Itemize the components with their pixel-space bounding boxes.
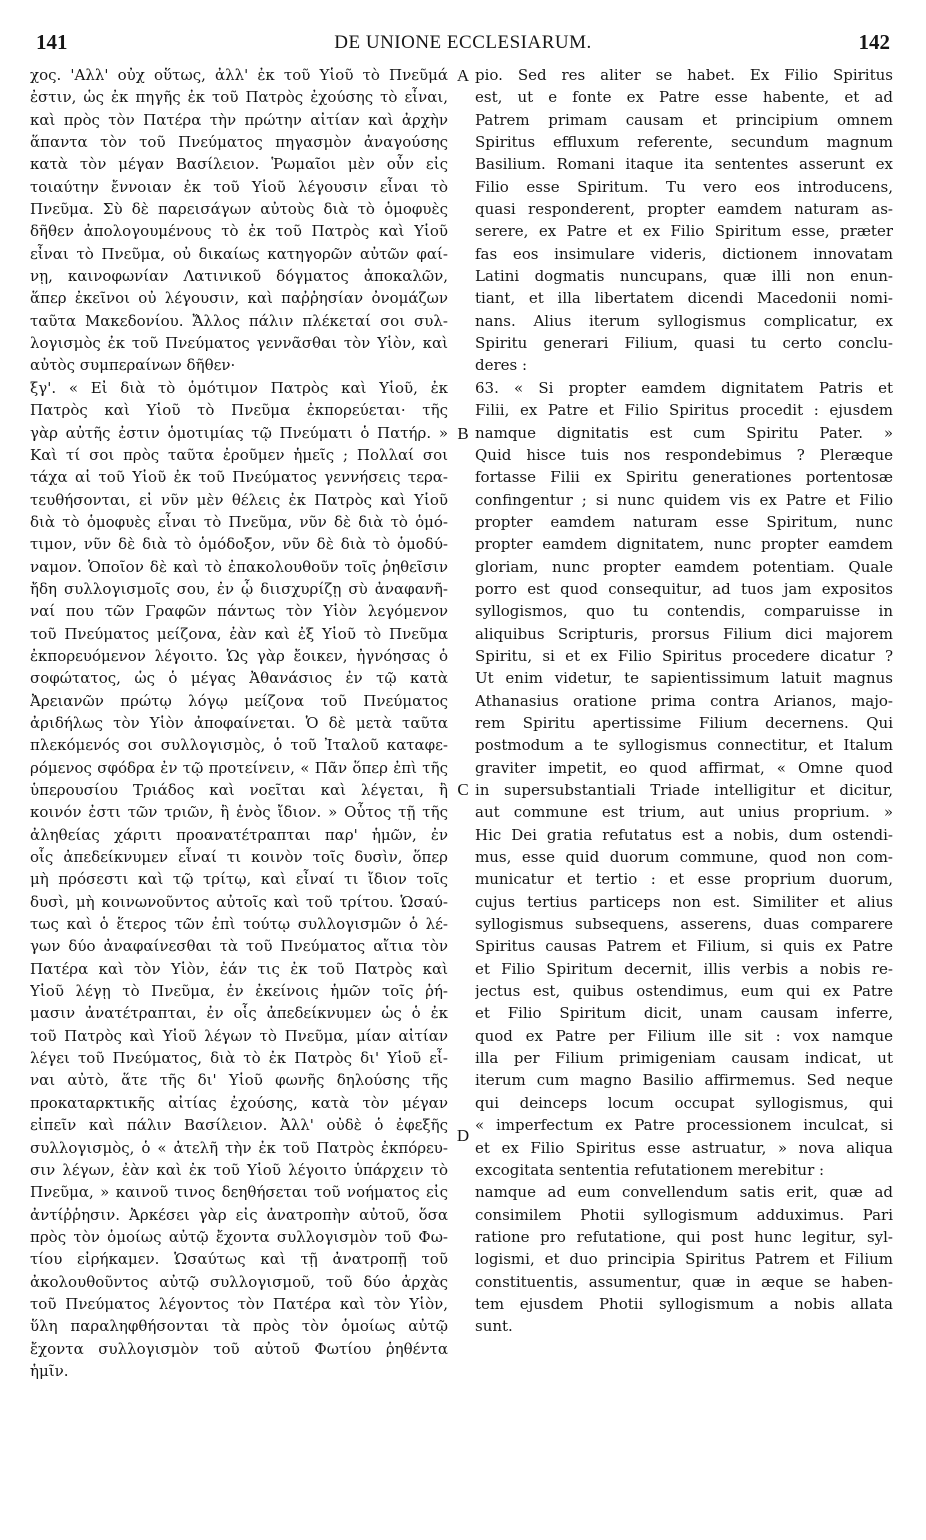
latin-text-line: namque ad eum convellendum satis erit, quæ ad — [475, 1183, 893, 1202]
latin-text-line: serere, ex Patre et ex Filio Spiritum esse, præter — [475, 222, 893, 241]
latin-text-line: logismi, et duo principia Spiritus Patrem et Filium — [475, 1250, 893, 1269]
latin-text-line: jectus est, quibus ostendimus, eum qui ex Patre — [475, 982, 893, 1001]
latin-text-line: confingentur ; si nunc quidem vis ex Patre et Filio — [475, 490, 893, 509]
greek-text-line: νῃ, καινοφωνίαν Λατινικοῦ δόγματος ἀποκαλῶν, — [30, 267, 448, 286]
latin-text-line: fas eos insimulare videris, dictionem innovatam — [475, 244, 893, 263]
greek-text-line: δυσὶ, μὴ κοινωνοῦντος αὐτοῖς καὶ τοῦ τρίτου. Ὡσαύ- — [30, 892, 448, 911]
latin-text-line: porro est quod consequitur, ad tuos jam expositos — [475, 579, 893, 598]
greek-text-line: λογισμὸς ἐκ τοῦ Πνεύματος γεννᾶσθαι τὸν Υἱὸν, καὶ — [30, 334, 448, 353]
greek-text-line: ἅπαντα τὸν τοῦ Πνεύματος πηγασμὸν ἀναγούσης — [30, 133, 448, 152]
greek-text-line: Πνεῦμα. Σὺ δὲ παρεισάγων αὐτοὺς διὰ τὸ ὁμοφυὲς — [30, 200, 448, 219]
latin-text-line: rem Spiritu apertissime Filium decernens. Qui — [475, 713, 893, 732]
greek-text-line: εἶναι τὸ Πνεῦμα, οὐ δικαίως κατηγορῶν αὐτῶν φαί- — [30, 244, 448, 263]
greek-text-line: καὶ πρὸς τὸν Πατέρα τὴν πρώτην αἰτίαν καὶ ἀρχὴν — [30, 110, 448, 129]
greek-text-line: ὕλη παραληφθήσονται τὰ πρὸς τὸν ὁμοίως αὐτῷ — [30, 1317, 448, 1336]
latin-text-line: municatur et tertio : et esse proprium duorum, — [475, 870, 893, 889]
greek-text-line: τοῦ Πνεύματος λέγοντος τὸν Πατέρα καὶ τὸν Υἱὸν, — [30, 1294, 448, 1313]
section-marker-b: B — [457, 424, 469, 443]
latin-text-line: Spiritu generari Filium, quasi tu certo conclu- — [475, 334, 893, 353]
latin-text-line: quasi responderent, propter eamdem naturam as- — [475, 200, 893, 219]
latin-text-line: sunt. — [475, 1317, 513, 1336]
latin-text-line: et Filio Spiritum dicit, unam causam inferre, — [475, 1004, 893, 1023]
latin-text-line: gloriam, nunc propter eamdem potentiam. Quale — [475, 557, 893, 576]
greek-text-line: γὰρ αὐτῆς ἐστιν ὁμοτιμίας τῷ Πνεύματι ὁ Πατήρ. » — [30, 423, 448, 442]
greek-text-line: ταῦτα Μακεδονίου. Ἄλλος πάλιν πλέκεταί σοι συλ- — [30, 311, 448, 330]
latin-text-line: namque dignitatis est cum Spiritu Pater. » — [475, 423, 893, 442]
latin-text-line: aliquibus Scripturis, prorsus Filium dici majorem — [475, 624, 893, 643]
latin-text-line: qui deinceps locum occupat syllogismus, qui — [475, 1093, 893, 1112]
greek-text-line: ἅπερ ἐκεῖνοι οὐ λέγουσιν, καὶ παῤῥησίαν ὀνομάζων — [30, 289, 448, 308]
greek-text-line: ἀκολουθοῦντος αὐτῷ συλλογισμοῦ, τοῦ δύο ἀρχὰς — [30, 1272, 448, 1291]
greek-text-line: Ἀρειανῶν πρώτῳ λόγῳ μείζονα τοῦ Πνεύματος — [30, 691, 448, 710]
latin-text-line: Ut enim videtur, te sapientissimum latuit magnus — [475, 669, 893, 688]
latin-text-line: pio. Sed res aliter se habet. Ex Filio Spiritus — [475, 66, 893, 84]
greek-text-line: ἐστιν, ὡς ἐκ πηγῆς ἐκ τοῦ Πατρὸς ἐχούσης τὸ εἶναι, — [30, 88, 448, 107]
latin-text-line: aut commune est trium, aut unius proprium. » — [475, 803, 893, 822]
latin-text-line: iterum cum magno Basilio affirmemus. Sed neque — [475, 1071, 893, 1090]
latin-text-line: consimilem Photii syllogismum adduximus. Pari — [475, 1205, 893, 1224]
greek-text-line: δῆθεν ἀπολογουμένους τὸ ἐκ τοῦ Πατρὸς καὶ Υἱοῦ — [30, 222, 448, 241]
latin-text-line: propter eamdem naturam esse Spiritum, nunc — [475, 512, 893, 531]
latin-text-line: propter eamdem dignitatem, nunc propter eamdem — [475, 535, 893, 554]
greek-text-line: προκαταρκτικῆς αἰτίας ἐχούσης, κατὰ τὸν μέγαν — [30, 1093, 448, 1112]
greek-text-line: κοινόν ἐστι τῶν τριῶν, ἢ ἑνὸς ἴδιον. » Οὗτος τῇ τῆς — [30, 803, 448, 822]
running-header — [36, 30, 890, 64]
latin-text-line: cujus tertius particeps non est. Similiter et alius — [475, 892, 893, 911]
greek-text-line: οἷς ἀπεδείκνυμεν εἶναί τι κοινὸν τοῖς δυσὶν, ὅπερ — [30, 848, 448, 867]
greek-text-line: χος. 'Αλλ' οὐχ οὕτως, ἀλλ' ἐκ τοῦ Υἱοῦ τὸ Πνεῦμά — [30, 66, 448, 84]
latin-text-line: tem ejusdem Photii syllogismum a nobis allata — [475, 1294, 893, 1313]
latin-text-line: in supersubstantiali Triade intelligitur et dicitur, — [475, 781, 893, 799]
greek-text-line: ναμον. Ὁποῖον δὲ καὶ τὸ ἐπακολουθοῦν τοῖς ῥηθεῖσιν — [30, 557, 448, 576]
latin-text-line: ratione pro refutatione, qui post hunc legitur, syl- — [475, 1227, 893, 1246]
greek-text-line: ρόμενος σφόδρα ἐν τῷ προτείνειν, « Πᾶν ὅπερ ἐπὶ τῆς — [30, 758, 448, 777]
greek-text-line: ἀληθείας χάριτι προανατέτραπται παρ' ἡμῶν, ἐν — [30, 825, 448, 844]
latin-text-line: Spiritus causas Patrem et Filium, si quis ex Patre — [475, 937, 893, 956]
greek-text-line: τάχα αἱ τοῦ Υἱοῦ ἐκ τοῦ Πνεύματος γεννήσεις τερα- — [30, 468, 448, 487]
greek-text-line: Πατέρα καὶ τὸν Υἱὸν, ἐάν τις ἐκ τοῦ Πατρὸς καὶ — [30, 959, 448, 978]
greek-text-line: αὐτὸς συμπεραίνων δῆθεν· — [30, 356, 236, 375]
greek-text-line: τοιαύτην ἔννοιαν ἐκ τοῦ Υἱοῦ λέγουσιν εἶναι τὸ — [30, 177, 448, 196]
latin-text-line: Basilium. Romani itaque ita sententes asserunt ex — [475, 155, 893, 174]
section-marker-a: A — [456, 66, 470, 85]
latin-text-line: Hic Dei gratia refutatus est a nobis, dum ostendi- — [475, 825, 893, 844]
latin-text-line: et ex Filio Spiritus esse astruatur, » nova aliqua — [475, 1138, 893, 1157]
greek-text-line: τοῦ Πατρὸς καὶ Υἱοῦ λέγων τὸ Πνεῦμα, μίαν αἰτίαν — [30, 1026, 448, 1045]
greek-text-line: ξγ'. « Εἰ διὰ τὸ ὁμότιμον Πατρὸς καὶ Υἱοῦ, ἐκ — [30, 378, 448, 397]
greek-text-line: τιμον, νῦν δὲ διὰ τὸ ὁμόδοξον, νῦν δὲ διὰ τὸ ὁμοδύ- — [30, 535, 448, 554]
greek-text-line: ναί που τῶν Γραφῶν πάντως τὸν Υἱὸν λεγόμενον — [30, 602, 448, 621]
greek-text-line: τευθήσονται, εἰ νῦν μὲν θέλεις ἐκ Πατρὸς καὶ Υἱοῦ — [30, 490, 448, 509]
latin-text-line: Patrem primam causam et principium omnem — [475, 110, 893, 129]
greek-text-line: Πατρὸς καὶ Υἱοῦ τὸ Πνεῦμα ἐκπορεύεται· τῆς — [30, 401, 448, 420]
greek-text-line: ἀντίῤῥησιν. Ἀρκέσει γὰρ εἰς ἀνατροπὴν αὐτοῦ, ὅσα — [30, 1205, 448, 1224]
latin-text-line: « imperfectum ex Patre processionem inculcat, si — [475, 1116, 893, 1135]
latin-text-line: quod ex Patre per Filium ille sit : vox namque — [475, 1026, 893, 1045]
greek-text-line: τίου εἰρήκαμεν. Ὡσαύτως καὶ τῇ ἀνατροπῇ τοῦ — [30, 1250, 448, 1269]
latin-text-line: syllogismos, quo tu contendis, comparuisse in — [475, 602, 893, 621]
latin-text-line: graviter impetit, eo quod affirmat, « Omne quod — [475, 758, 893, 777]
latin-text-line: tiant, et illa libertatem dicendi Macedonii nomi- — [475, 289, 893, 308]
latin-text-line: deres : — [475, 356, 528, 375]
greek-text-line: ἔχοντα συλλογισμὸν τοῦ αὐτοῦ Φωτίου ῥηθέντα — [30, 1339, 448, 1358]
greek-text-line: πρὸς τὸν ὁμοίως αὐτῷ ἔχοντα συλλογισμὸν τοῦ Φω- — [30, 1227, 448, 1246]
latin-text-line: constituentis, assumentur, quæ in æque se haben- — [475, 1272, 893, 1291]
section-marker-d: D — [456, 1126, 470, 1145]
greek-text-line: πλεκόμενός σοι συλλογισμὸς, ὁ τοῦ Ἰταλοῦ καταφε- — [30, 736, 448, 755]
latin-text-line: fortasse Filii ex Spiritu generationes portentosæ — [475, 468, 893, 487]
latin-text-line: Athanasius oratione prima contra Arianos, majo- — [475, 691, 893, 710]
latin-text-line: et Filio Spiritum decernit, illis verbis a nobis re- — [475, 959, 893, 978]
greek-text-line: ἤδη συλλογισμοῖς σου, ἐν ᾧ διισχυρίζῃ σὺ ἀναφανῆ- — [30, 579, 448, 598]
greek-column — [30, 64, 448, 1382]
latin-text-line: Filii, ex Patre et Filio Spiritus procedit : ejusdem — [475, 401, 893, 420]
greek-text-line: ὑπερουσίου Τριάδος καὶ νοεῖται καὶ λέγεται, ἢ — [30, 781, 448, 799]
greek-text-line: Πνεῦμα, » καινοῦ τινος δεηθήσεται τοῦ νοήματος εἰς — [30, 1183, 448, 1202]
latin-text-line: syllogismus subsequens, asserens, duas comparere — [475, 915, 893, 934]
latin-text-line: illa per Filium primigeniam causam indicat, ut — [475, 1049, 893, 1068]
latin-text-line: nans. Alius iterum syllogismus complicatur, ex — [475, 311, 893, 330]
latin-text-line: Filio esse Spiritum. Tu vero eos introducens, — [475, 177, 893, 196]
greek-text-line: σιν λέγων, ἐὰν καὶ ἐκ τοῦ Υἱοῦ λέγοιτο ὑπάρχειν τὸ — [30, 1160, 448, 1179]
greek-text-line: μὴ πρόσεστι καὶ τῷ τρίτῳ, καὶ εἶναί τι ἴδιον τοῖς — [30, 870, 448, 889]
latin-text-line: Spiritus effluxum referente, secundum magnum — [475, 133, 893, 152]
greek-text-line: γων δύο ἀναφαίνεσθαι τὰ τοῦ Πνεύματος αἴτια τὸν — [30, 937, 448, 956]
latin-text-line: Quid hisce tuis nos respondebimus ? Pleræque — [475, 445, 893, 464]
greek-text-line: ναι αὐτὸ, ἅτε τῆς δι' Υἱοῦ φωνῆς δηλούσης τῆς — [30, 1071, 448, 1090]
greek-text-line: λέγει τοῦ Πνεύματος, διὰ τὸ ἐκ Πατρὸς δι' Υἱοῦ εἶ- — [30, 1049, 448, 1068]
greek-text-line: ἀριδήλως τὸν Υἱὸν ἀποφαίνεται. Ὁ δὲ μετὰ ταῦτα — [30, 713, 448, 732]
greek-text-line: συλλογισμὸς, ὁ « ἀτελῆ τὴν ἐκ τοῦ Πατρὸς ἐκπόρευ- — [30, 1138, 448, 1157]
latin-text-line: est, ut e fonte ex Patre esse habente, et ad — [475, 88, 893, 107]
latin-text-line: excogitata sententia refutationem merebitur : — [475, 1160, 825, 1179]
greek-text-line: τως καὶ ὁ ἕτερος τῶν ἐπὶ τούτῳ συλλογισμῶν ὁ λέ- — [30, 915, 448, 934]
latin-text-line: mus, esse quid duorum commune, quod non com- — [475, 848, 893, 867]
latin-column — [475, 64, 893, 1338]
greek-text-line: μασιν ἀνατέτραπται, ἐν οἷς ἀπεδείκνυμεν ὡς ὁ ἐκ — [30, 1004, 448, 1023]
latin-text-line: 63. « Si propter eamdem dignitatem Patris et — [475, 378, 893, 397]
page-number-left: 141 — [36, 30, 68, 54]
greek-text-line: ἡμῖν. — [30, 1361, 69, 1380]
running-title: DE UNIONE ECCLESIARUM. — [334, 32, 592, 53]
latin-text-line: postmodum a te syllogismus connectitur, et Italum — [475, 736, 893, 755]
greek-text-line: Υἱοῦ λέγῃ τὸ Πνεῦμα, ἐν ἐκείνοις ἡμῶν τοῖς ῥή- — [30, 982, 448, 1001]
greek-text-line: Καὶ τί σοι πρὸς ταῦτα ἐροῦμεν ἡμεῖς ; Πολλαί σοι — [30, 445, 448, 464]
greek-text-line: ἐκπορευόμενον λέγοιτο. Ὡς γὰρ ἔοικεν, ἠγνόησας ὁ — [30, 646, 448, 665]
page-number-right: 142 — [858, 30, 890, 54]
greek-text-line: εἰπεῖν καὶ πάλιν Βασίλειον. Ἀλλ' οὐδὲ ὁ ἐφεξῆς — [30, 1116, 448, 1135]
greek-text-line: τοῦ Πνεύματος μείζονα, ἐὰν καὶ ἐξ Υἱοῦ τὸ Πνεῦμα — [30, 624, 448, 643]
latin-text-line: Spiritu, si et ex Filio Spiritus procedere dicatur ? — [475, 646, 893, 665]
greek-text-line: κατὰ τὸν μέγαν Βασίλειον. Ῥωμαῖοι μὲν οὖν εἰς — [30, 155, 448, 174]
section-marker-c: C — [457, 780, 469, 799]
greek-text-line: διὰ τὸ ὁμοφυὲς εἶναι τὸ Πνεῦμα, νῦν δὲ διὰ τὸ ὁμό- — [30, 512, 448, 531]
greek-text-line: σοφώτατος, ὡς ὁ μέγας Ἀθανάσιος ἐν τῷ κατὰ — [30, 669, 448, 688]
latin-text-line: Latini dogmatis nuncupans, quæ illi non enun- — [475, 267, 893, 286]
